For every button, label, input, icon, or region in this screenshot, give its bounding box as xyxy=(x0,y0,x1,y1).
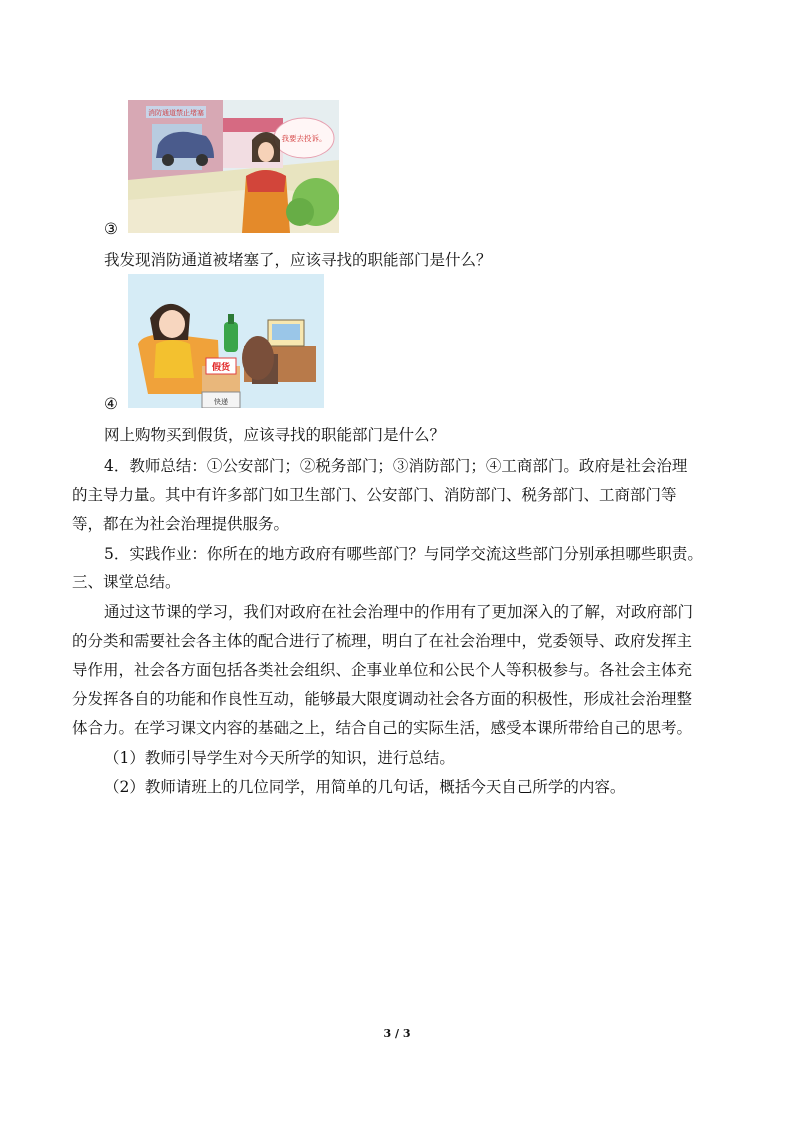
conclusion-line-4: 分发挥各自的功能和作良性互动，能够最大限度调动社会各方面的积极性，形成社会治理整 xyxy=(72,690,693,708)
page-number: 3 / 3 xyxy=(383,1027,411,1040)
illustration-4-marker: ④ xyxy=(104,395,118,413)
illustration-blocked-fire-lane xyxy=(128,100,339,233)
question-4: 网上购物买到假货，应该寻找的职能部门是什么？ xyxy=(104,426,446,444)
fake-goods-scene-image xyxy=(128,274,324,408)
illustration-3-marker: ③ xyxy=(104,220,118,238)
summary-line-3: 等，都在为社会治理提供服务。 xyxy=(72,515,290,533)
instruction-2: （2）教师请班上的几位同学，用简单的几句话，概括今天自己所学的内容。 xyxy=(104,778,626,796)
question-3: 我发现消防通道被堵塞了，应该寻找的职能部门是什么？ xyxy=(104,251,492,269)
summary-line-2: 的主导力量。其中有许多部门如卫生部门、公安部门、消防部门、税务部门、工商部门等 xyxy=(72,486,677,504)
practice-assignment: 5．实践作业：你所在的地方政府有哪些部门？与同学交流这些部门分别承担哪些职责。 xyxy=(104,545,703,563)
illustration-fake-goods xyxy=(128,274,324,408)
conclusion-line-2: 的分类和需要社会各主体的配合进行了梳理，明白了在社会治理中，党委领导、政府发挥主 xyxy=(72,632,693,650)
fake-goods-label: 假货 xyxy=(211,363,231,373)
fire-lane-sign-text: 消防通道禁止堵塞 xyxy=(148,109,204,117)
instruction-1: （1）教师引导学生对今天所学的知识，进行总结。 xyxy=(104,749,455,767)
section-heading-class-summary: 三、课堂总结。 xyxy=(72,573,181,591)
conclusion-line-1: 通过这节课的学习，我们对政府在社会治理中的作用有了更加深入的了解，对政府部门 xyxy=(104,603,694,621)
summary-line-1: 4．教师总结：①公安部门；②税务部门；③消防部门；④工商部门。政府是社会治理 xyxy=(104,457,688,475)
box-label-text: 快递 xyxy=(214,398,228,406)
conclusion-line-5: 体合力。在学习课文内容的基础之上，结合自己的实际生活，感受本课所带给自己的思考。 xyxy=(72,719,693,737)
speech-bubble-text: 我要去投诉。 xyxy=(281,134,327,143)
fire-lane-scene-image xyxy=(128,100,339,233)
conclusion-line-3: 导作用，社会各方面包括各类社会组织、企事业单位和公民个人等积极参与。各社会主体充 xyxy=(72,661,693,679)
